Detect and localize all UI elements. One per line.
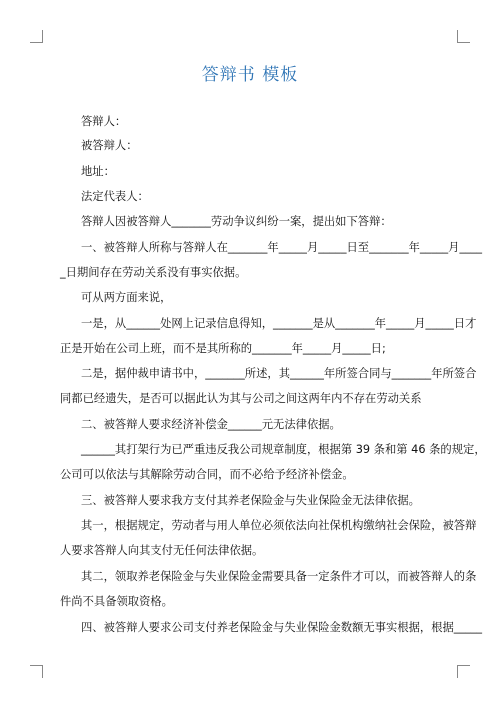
paragraph-line: 其一，根据规定，劳动者与用人单位必须依法向社保机构缴纳社会保险，被答辩	[81, 519, 477, 532]
paragraph-line: ______其打架行为已严重违反我公司规章制度，根据第 39 条和第 46 条的规定，	[81, 443, 486, 456]
paragraph-line: 同都已经遗失，是否可以据此认为其与公司之间这两年内不存在劳动关系	[60, 392, 422, 405]
paragraph-line: 二、被答辩人要求经济补偿金______元无法律依据。	[81, 418, 341, 431]
paragraph-line: 可从两方面来说，	[81, 291, 172, 304]
address-line: 地址：	[81, 165, 115, 178]
paragraph-line: 正是开始在公司上班，而不是其所称的_______年_____月_____日;	[60, 342, 386, 355]
crop-mark-top-right	[457, 30, 470, 43]
paragraph-line: 一、被答辩人所称与答辩人在_______年_____月_____日至_______年_____月____	[81, 241, 483, 254]
paragraph-line: 人要求答辩人向其支付无任何法律依据。	[60, 544, 264, 557]
crop-mark-top-left	[30, 30, 43, 43]
paragraph-line: 一是，从______处网上记录信息得知，_______是从_______年_____月_____日才	[81, 317, 477, 330]
paragraph-line: 三、被答辩人要求我方支付其养老保险金与失业保险金无法律依据。	[81, 494, 420, 507]
document-title: 答辩书 模板	[201, 65, 299, 85]
paragraph-line: _日期间存在劳动关系没有事实依据。	[60, 266, 247, 279]
paragraph-line: 二是，据仲裁申请书中，_______所述，其______年所签合同与_______年所签合	[81, 367, 477, 380]
paragraph-line: 四、被答辩人要求公司支付养老保险金与失业保险金数额无事实根据，根据_____	[81, 621, 483, 634]
crop-mark-bottom-left	[30, 665, 43, 678]
claimant-line: 被答辩人：	[81, 139, 138, 152]
paragraph-line: 答辩人因被答辩人_______劳动争议纠纷一案，提出如下答辩：	[81, 215, 392, 228]
paragraph-line: 公司可以依法与其解除劳动合同，而不必给予经济补偿金。	[60, 468, 354, 481]
paragraph-line: 件尚不具备领取资格。	[60, 595, 173, 608]
respondent-line: 答辩人：	[81, 115, 127, 128]
legal-representative-line: 法定代表人：	[81, 190, 149, 203]
paragraph-line: 其二，领取养老保险金与失业保险金需要具备一定条件才可以，而被答辩人的条	[81, 570, 477, 583]
crop-mark-bottom-right	[457, 665, 470, 678]
